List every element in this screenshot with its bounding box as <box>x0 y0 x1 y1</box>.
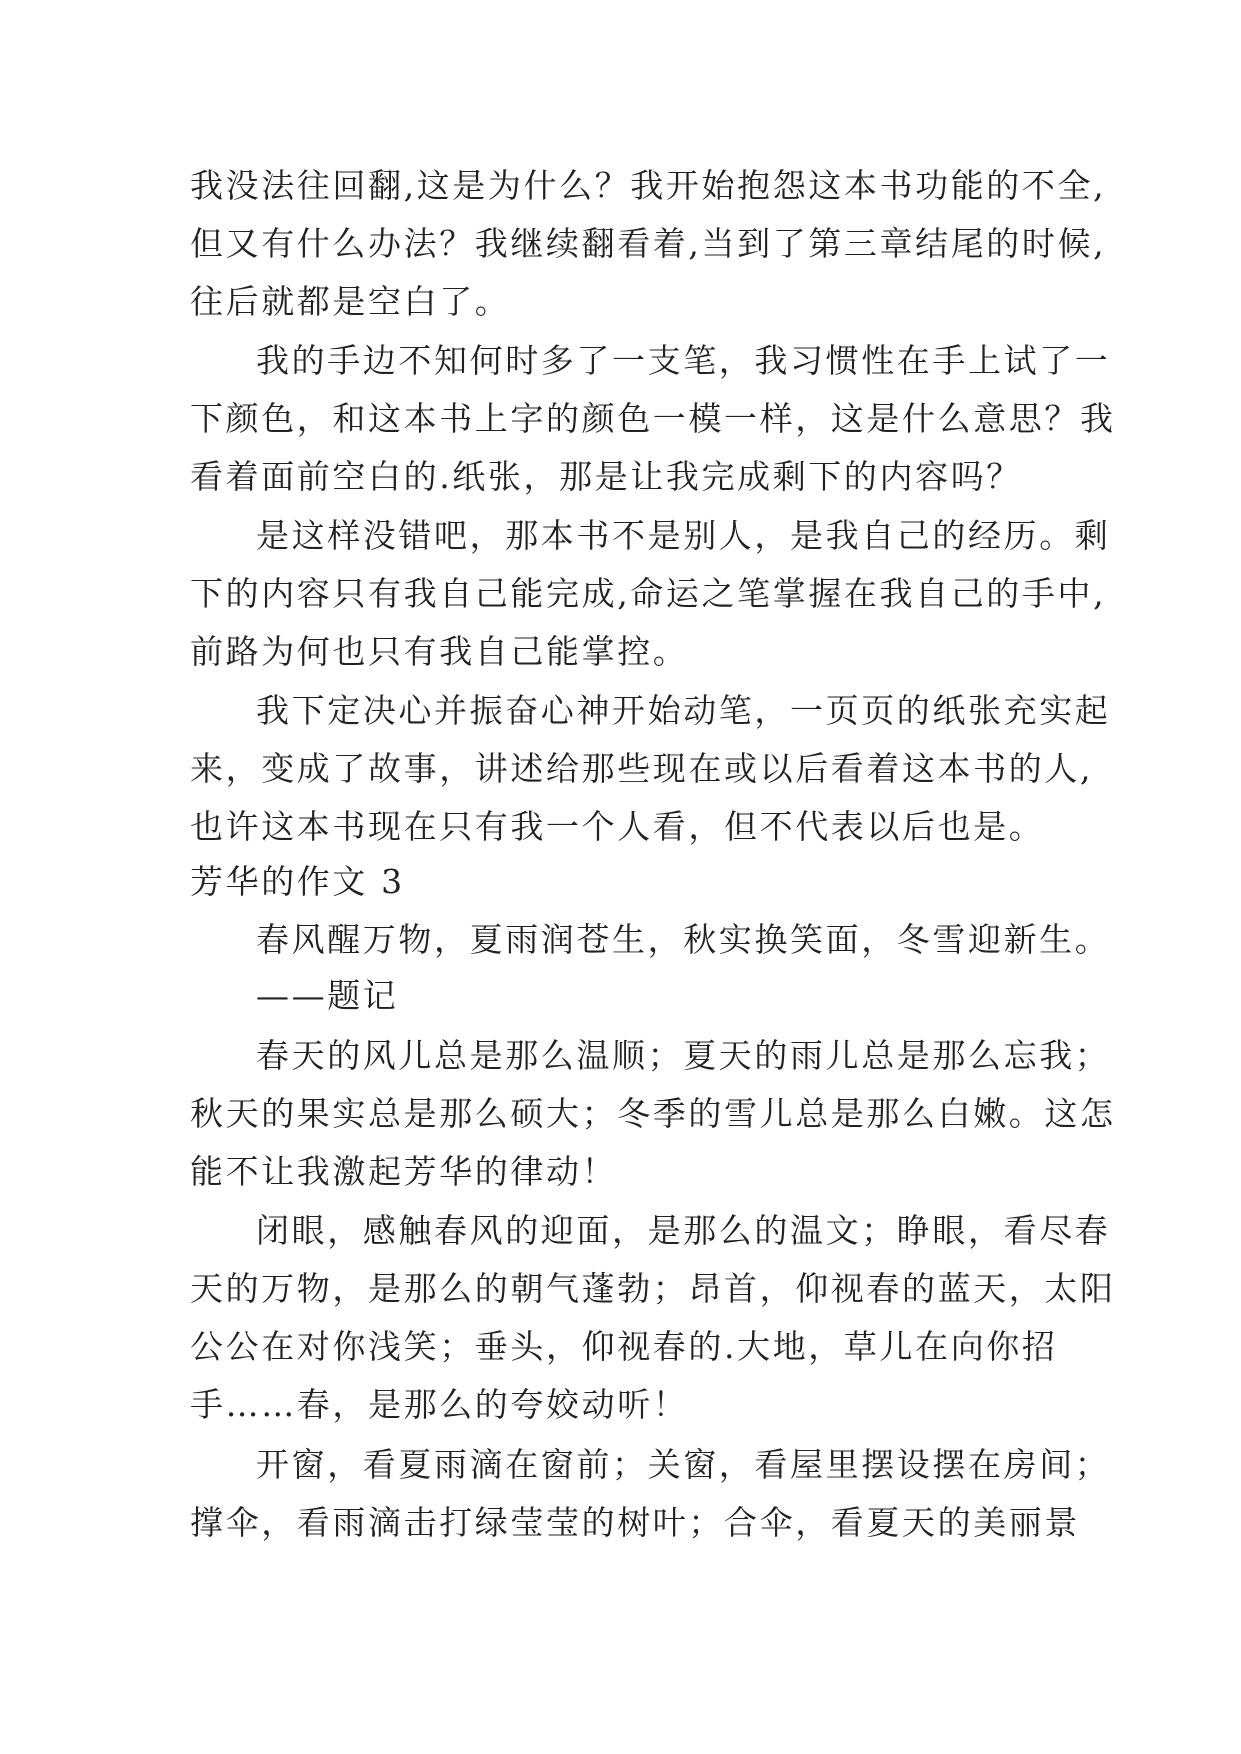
text-line: 公公在对你浅笑；垂头，仰视春的.大地，草儿在向你招 <box>190 1327 1058 1366</box>
text-line: 看着面前空白的.纸张，那是让我完成剩下的内容吗？ <box>190 457 1022 496</box>
text-line: 下的内容只有我自己能完成,命运之笔掌握在我自己的手中, <box>190 574 1107 613</box>
text-line: 来，变成了故事，讲述给那些现在或以后看着这本书的人, <box>190 749 1094 788</box>
text-line: 能不让我激起芳华的律动！ <box>190 1152 618 1191</box>
epigraph-line: 春风醒万物，夏雨润苍生，秋实换笑面，冬雪迎新生。 <box>256 920 1111 959</box>
text-line: 手……春，是那么的夸姣动听！ <box>190 1385 689 1424</box>
text-line: 前路为何也只有我自己能掌控。 <box>190 632 689 671</box>
text-line: 闭眼，感触春风的迎面，是那么的温文；睁眼，看尽春 <box>256 1211 1111 1250</box>
text-line: 撑伞，看雨滴击打绿莹莹的树叶；合伞，看夏天的美丽景 <box>190 1503 1080 1542</box>
text-line: 秋天的果实总是那么硕大；冬季的雪儿总是那么白嫩。这怎 <box>190 1094 1116 1133</box>
text-line: 开窗，看夏雨滴在窗前；关窗，看屋里摆设摆在房间； <box>256 1445 1111 1484</box>
section-heading: 芳华的作文 3 <box>190 862 405 901</box>
text-line: 是这样没错吧，那本书不是别人，是我自己的经历。剩 <box>256 516 1111 555</box>
text-line: 也许这本书现在只有我一个人看，但不代表以后也是。 <box>190 807 1045 846</box>
text-line: 下颜色，和这本书上字的颜色一模一样，这是什么意思？我 <box>190 399 1116 438</box>
text-line: 我下定决心并振奋心神开始动笔，一页页的纸张充实起 <box>256 691 1111 730</box>
epigraph-attribution: ——题记 <box>256 976 399 1015</box>
text-line: 往后就都是空白了。 <box>190 282 511 321</box>
text-line: 春天的风儿总是那么温顺；夏天的雨儿总是那么忘我； <box>256 1036 1111 1075</box>
text-line: 我没法往回翻,这是为什么？我开始抱怨这本书功能的不全, <box>190 166 1107 205</box>
text-line: 我的手边不知何时多了一支笔，我习惯性在手上试了一 <box>256 341 1111 380</box>
text-line: 天的万物，是那么的朝气蓬勃；昂首，仰视春的蓝天，太阳 <box>190 1269 1116 1308</box>
text-line: 但又有什么办法？我继续翻看着,当到了第三章结尾的时候, <box>190 224 1107 263</box>
